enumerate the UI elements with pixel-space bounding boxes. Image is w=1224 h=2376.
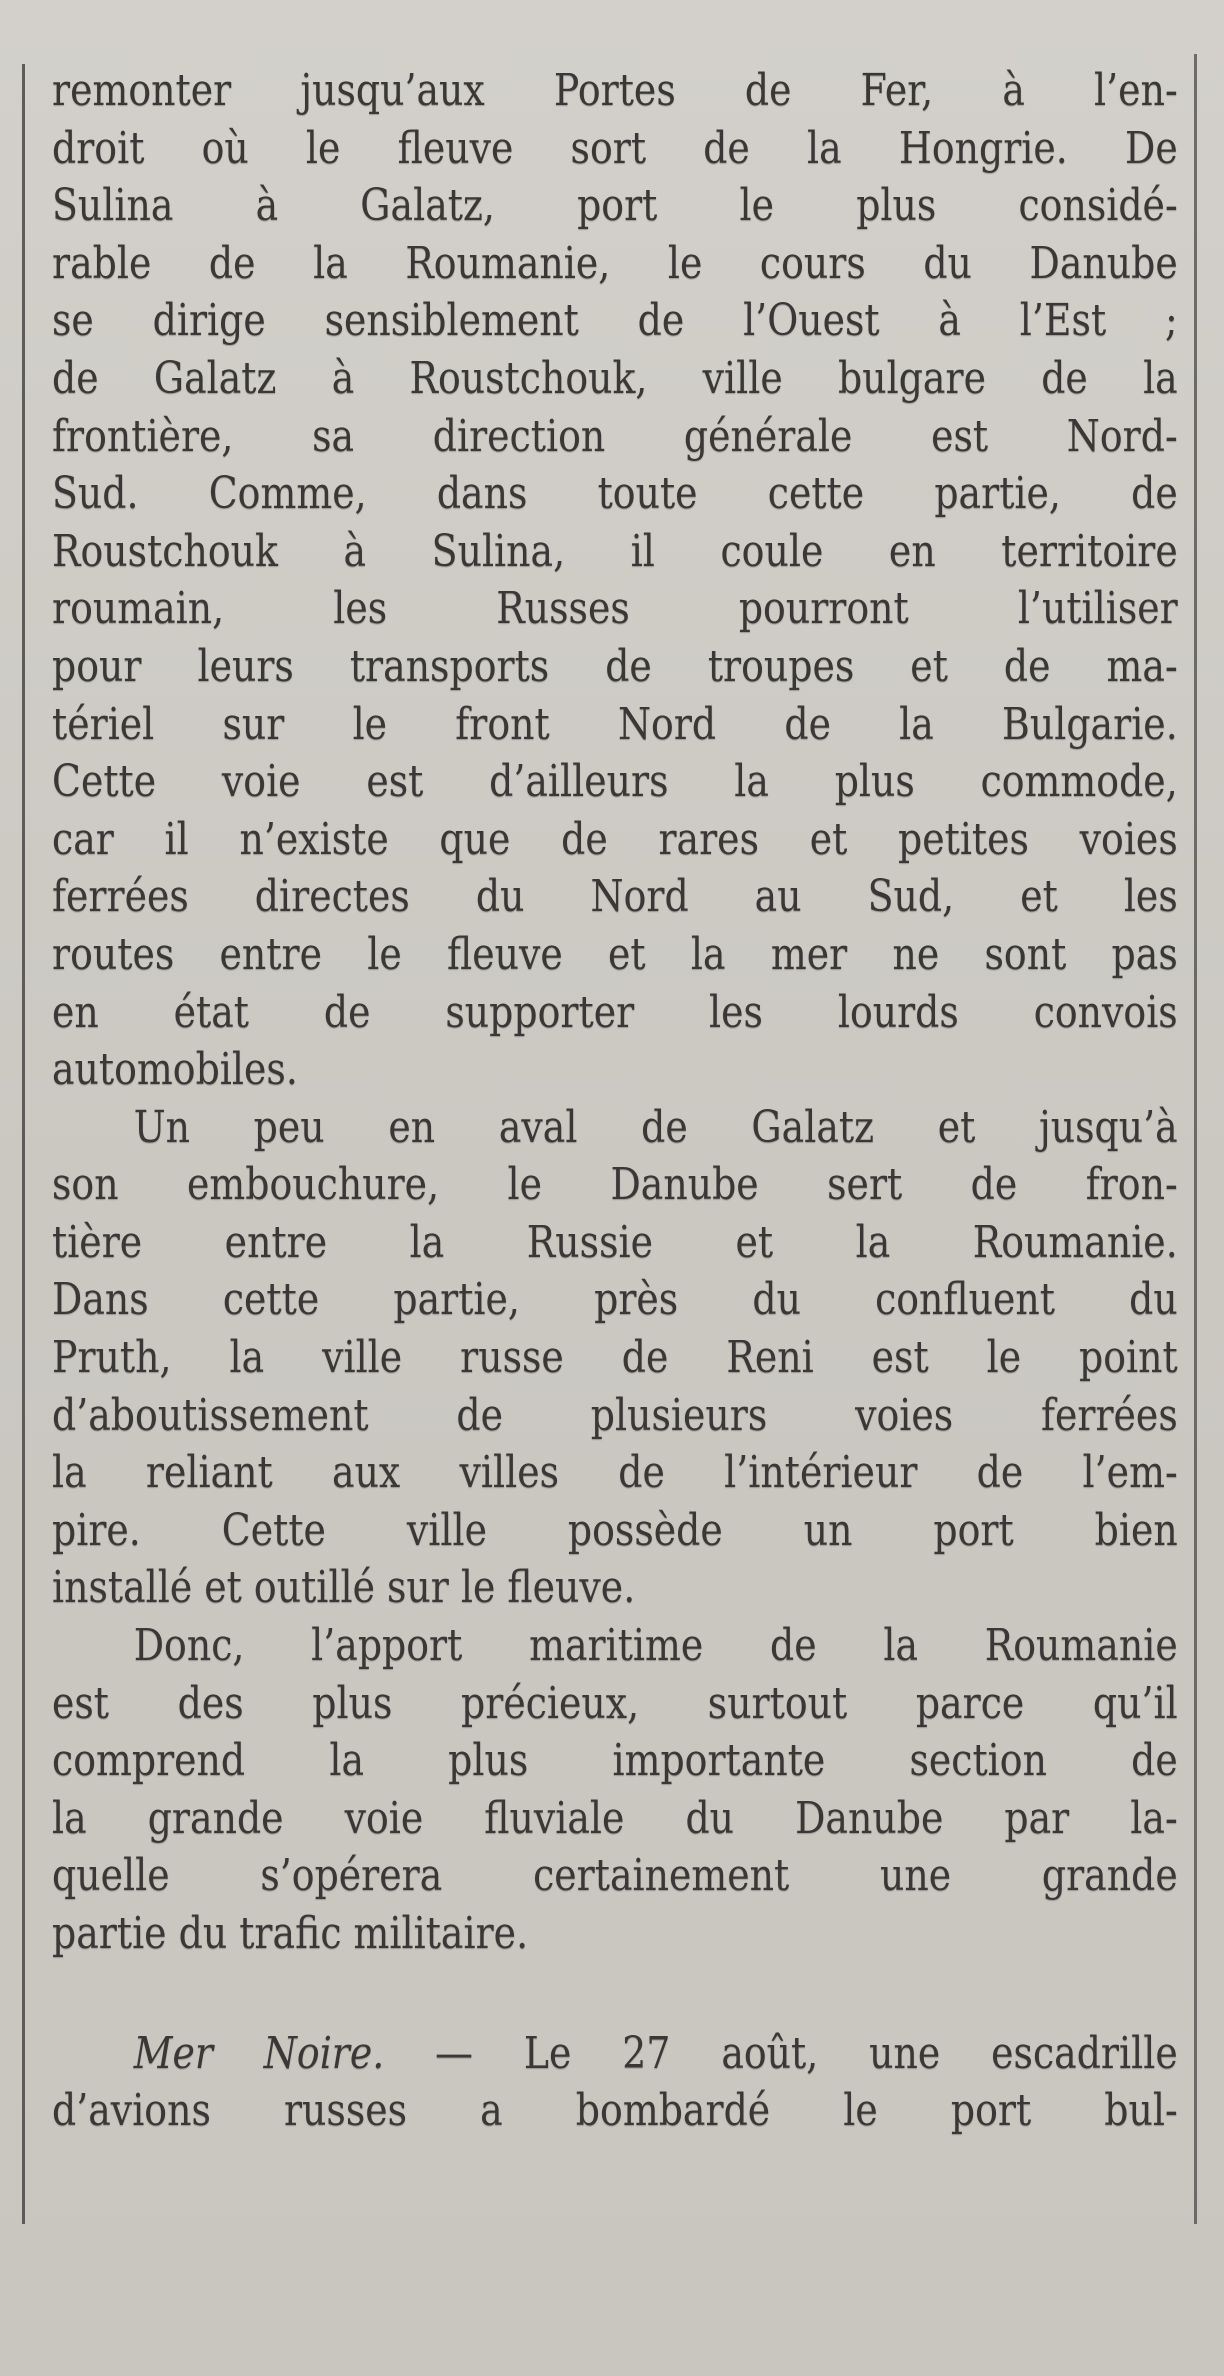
- section-mer-noire: [52, 2025, 1178, 2140]
- text-line: est des plus précieux, surtout parce qu’il: [52, 1677, 1178, 1729]
- text-line: pire. Cette ville possède un port bien: [52, 1504, 1178, 1556]
- text-line: son embouchure, le Danube sert de fron-: [52, 1159, 1178, 1211]
- text-line: Roustchouk à Sulina, il coule en territoire: [52, 525, 1178, 577]
- paragraph-maritime-contribution: [52, 1617, 1178, 1963]
- text-line: tière entre la Russie et la Roumanie.: [52, 1216, 1178, 1268]
- text-line: Sulina à Galatz, port le plus considé-: [52, 180, 1178, 232]
- text-line: frontière, sa direction générale est Nord-: [52, 410, 1178, 462]
- text-line: routes entre le fleuve et la mer ne sont pas: [52, 928, 1178, 980]
- text-line: partie du trafic militaire.: [52, 1908, 529, 1959]
- text-line: Sud. Comme, dans toute cette partie, de: [52, 468, 1178, 520]
- section-heading: Mer Noire.: [133, 2027, 385, 2079]
- newspaper-column: [52, 62, 1178, 2140]
- text-line: remonter jusqu’aux Portes de Fer, à l’en-: [52, 65, 1178, 116]
- text-line: d’avions russes a bombardé le port bul-: [52, 2085, 1178, 2137]
- text-line: installé et outillé sur le fleuve.: [52, 1562, 636, 1614]
- text-line: comprend la plus importante section de: [52, 1735, 1178, 1787]
- text-line: Donc, l’apport maritime de la Roumanie: [133, 1620, 1178, 1672]
- text-line: pour leurs transports de troupes et de ma-: [52, 640, 1178, 692]
- text-line: quelle s’opérera certainement une grande: [52, 1850, 1178, 1902]
- text-line: automobiles.: [52, 1044, 298, 1096]
- text-line: [52, 2025, 1178, 2083]
- text-line: de Galatz à Roustchouk, ville bulgare de la: [52, 352, 1178, 404]
- text-line: Pruth, la ville russe de Reni est le point: [52, 1332, 1178, 1384]
- text-line: Un peu en aval de Galatz et jusqu’à: [133, 1101, 1178, 1153]
- column-rule-left: [22, 64, 25, 2224]
- column-rule-right: [1194, 54, 1197, 2224]
- paragraph-reni: [52, 1099, 1178, 1617]
- text-line: rable de la Roumanie, le cours du Danube: [52, 237, 1178, 289]
- text-line: Dans cette partie, près du confluent du: [52, 1274, 1178, 1326]
- text-line: car il n’existe que de rares et petites voies: [52, 813, 1178, 865]
- em-dash: —: [435, 2027, 474, 2079]
- section-first-line: Le 27 août, une escadrille: [523, 2027, 1178, 2079]
- section-spacer: [52, 1963, 1178, 2025]
- text-line: roumain, les Russes pourront l’utiliser: [52, 583, 1178, 635]
- text-line: Cette voie est d’ailleurs la plus commode,: [52, 756, 1178, 808]
- text-line: la grande voie fluviale du Danube par la-: [52, 1792, 1178, 1844]
- text-line: la reliant aux villes de l’intérieur de l’em-: [52, 1447, 1178, 1499]
- paragraph-danube-course: [52, 62, 1178, 1099]
- text-line: ferrées directes du Nord au Sud, et les: [52, 871, 1178, 923]
- text-line: droit où le fleuve sort de la Hongrie. De: [52, 122, 1178, 174]
- text-line: se dirige sensiblement de l’Ouest à l’Est ;: [52, 295, 1178, 347]
- text-line: tériel sur le front Nord de la Bulgarie.: [52, 698, 1178, 750]
- text-line: d’aboutissement de plusieurs voies ferrées: [52, 1389, 1178, 1441]
- text-line: en état de supporter les lourds convois: [52, 986, 1178, 1038]
